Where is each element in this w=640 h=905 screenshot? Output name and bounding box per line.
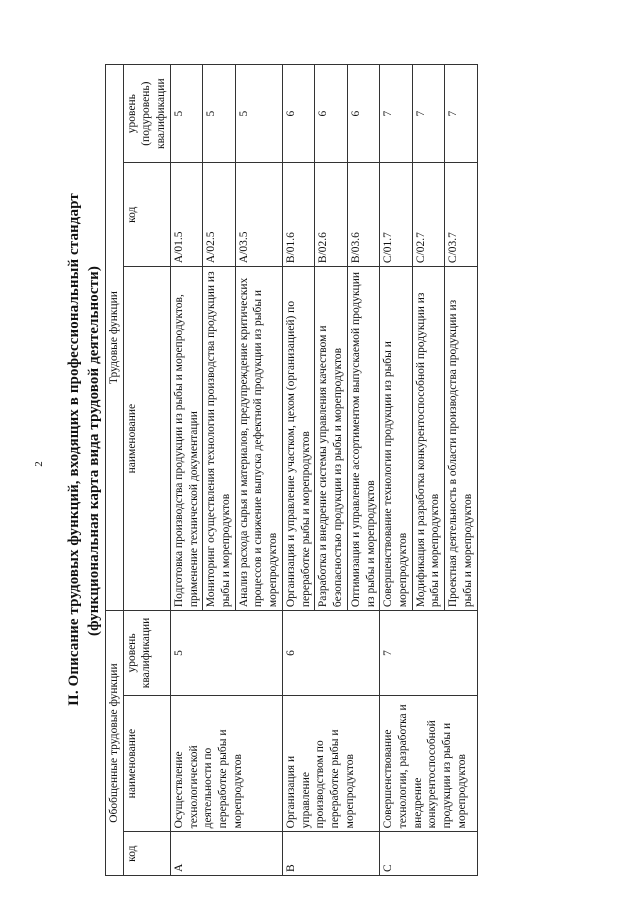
- table-row: [170, 65, 202, 876]
- function-name: Разработка и внедрение системы управления качеством и безопасностью продукции из рыбы и морепродуктов: [315, 267, 347, 611]
- group-name: Осуществление технологической деятельности по переработке рыбы и морепродуктов: [170, 695, 282, 832]
- function-sublevel: 5: [235, 65, 282, 163]
- header-sublevel: уровень (подуровень) квалификации: [123, 65, 170, 163]
- function-code: A/02.5: [203, 163, 235, 267]
- function-code: C/02.7: [412, 163, 444, 267]
- header-code: код: [123, 832, 170, 876]
- function-name: Совершенствование технологии продукции из рыбы и морепродуктов: [380, 267, 412, 611]
- function-code: A/01.5: [170, 163, 202, 267]
- function-name: Проектная деятельность в области производства продукции из рыбы и морепродуктов: [445, 267, 477, 611]
- function-sublevel: 7: [445, 65, 477, 163]
- header-generalized-functions: Обобщенные трудовые функции: [106, 611, 124, 876]
- group-level: 5: [170, 611, 282, 696]
- function-code: B/03.6: [347, 163, 379, 267]
- table-row: [282, 65, 314, 876]
- group-code: A: [170, 832, 282, 876]
- function-name: Мониторинг осуществления технологии производства продукции из рыбы и морепродуктов: [203, 267, 235, 611]
- group-level: 6: [282, 611, 379, 696]
- page-number: 2: [32, 461, 45, 467]
- function-name: Организация и управление участком, цехом (организацией) по переработке рыбы и морепродуктов: [282, 267, 314, 611]
- function-sublevel: 5: [203, 65, 235, 163]
- function-code: C/01.7: [380, 163, 412, 267]
- function-sublevel: 6: [315, 65, 347, 163]
- function-code: C/03.7: [445, 163, 477, 267]
- function-sublevel: 5: [170, 65, 202, 163]
- function-sublevel: 7: [380, 65, 412, 163]
- function-sublevel: 6: [282, 65, 314, 163]
- function-name: Модификация и разработка конкурентоспособной продукции из рыбы и морепродуктов: [412, 267, 444, 611]
- group-level: 7: [380, 611, 477, 696]
- section-title: II. Описание трудовых функций, входящих в профессиональный стандарт: [66, 193, 82, 706]
- function-name: Оптимизация и управление ассортиментом выпускаемой продукции из рыбы и морепродуктов: [347, 267, 379, 611]
- header-labor-functions: Трудовые функции: [106, 65, 124, 611]
- header-qualification-level: уровень квалификации: [123, 611, 170, 696]
- group-code: C: [380, 832, 477, 876]
- function-sublevel: 6: [347, 65, 379, 163]
- group-code: B: [282, 832, 379, 876]
- section-subtitle: (функциональная карта вида трудовой деятельности): [86, 266, 102, 636]
- function-code: B/02.6: [315, 163, 347, 267]
- functional-map-table-wrapper: [105, 64, 635, 876]
- group-name: Организация и управление производством по переработке рыбы и морепродуктов: [282, 695, 379, 832]
- function-code: B/01.6: [282, 163, 314, 267]
- table-row: [380, 65, 412, 876]
- function-name: Подготовка производства продукции из рыбы и морепродуктов, применение технической документации: [170, 267, 202, 611]
- function-sublevel: 7: [412, 65, 444, 163]
- header-name: наименование: [123, 695, 170, 832]
- header-function-code: код: [123, 163, 170, 267]
- functional-map-table: [105, 64, 478, 876]
- function-name: Анализ расхода сырья и материалов, предупреждение критических процессов и снижение выпуска дефектной продукции из рыбы и морепродуктов: [235, 267, 282, 611]
- group-name: Совершенствование технологии, разработка и внедрение конкурентоспособной продукции из рыбы и морепродуктов: [380, 695, 477, 832]
- function-code: A/03.5: [235, 163, 282, 267]
- header-function-name: наименование: [123, 267, 170, 611]
